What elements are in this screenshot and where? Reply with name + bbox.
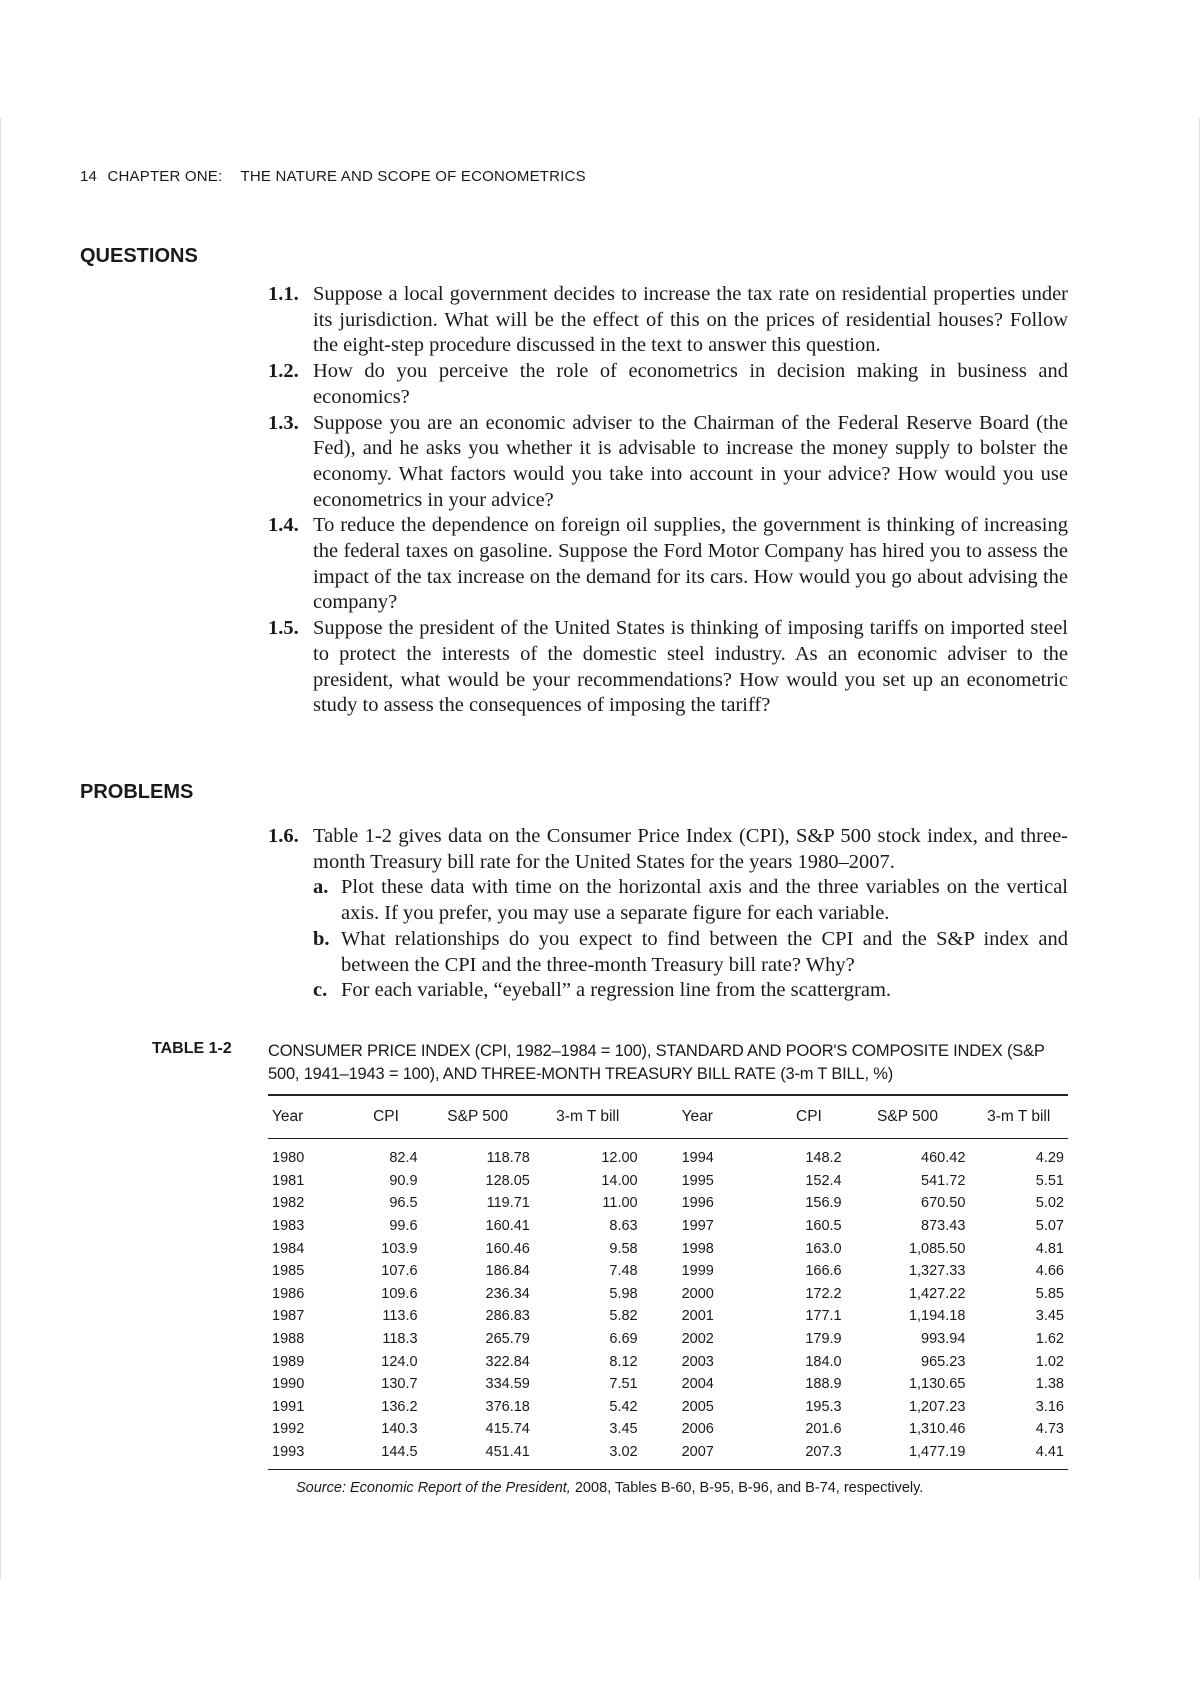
table-cell: 2000: [681, 1285, 714, 1302]
table-caption: CONSUMER PRICE INDEX (CPI, 1982–1984 = 100), STANDARD AND POOR'S COMPOSITE INDEX (S&P 500, 1941–1943 = 100), AND THREE-MONTH TREASURY BILL RATE (3-m T BILL, %): [268, 1042, 1045, 1083]
table-cell: 113.6: [382, 1308, 418, 1325]
table-cell: 2003: [681, 1353, 714, 1370]
table-cell: 1,085.50: [908, 1240, 966, 1257]
table-cell: 236.34: [485, 1285, 530, 1302]
table-cell: 4.29: [1035, 1150, 1064, 1167]
table-cell: 541.72: [921, 1172, 966, 1189]
table-cell: 1991: [272, 1398, 305, 1415]
table-cell: 82.4: [389, 1150, 418, 1167]
table-cell: 2002: [681, 1331, 714, 1348]
column-header: 3-m T bill: [987, 1108, 1051, 1125]
table-row: [268, 1396, 1068, 1419]
table-cell: 2005: [681, 1398, 714, 1415]
question-text: How do you perceive the role of econometrics in decision making in business and economics?: [313, 360, 1068, 408]
table-cell: 3.16: [1035, 1398, 1064, 1415]
table-cell: 1989: [272, 1353, 305, 1370]
problem-text: Table 1-2 gives data on the Consumer Price Index (CPI), S&P 500 stock index, and three-month Treasury bill rate for the United States for the years 1980–2007.: [313, 825, 1068, 873]
table-cell: 1,194.18: [908, 1308, 966, 1325]
problem-item: [268, 824, 1068, 1004]
table-cell: 460.42: [921, 1150, 966, 1167]
table-cell: 451.41: [485, 1444, 530, 1461]
table-cell: 4.81: [1035, 1240, 1064, 1257]
table-cell: 670.50: [921, 1195, 966, 1212]
table-cell: 1995: [681, 1172, 714, 1189]
table-cell: 140.3: [381, 1421, 418, 1438]
table-cell: 2004: [681, 1376, 714, 1393]
part-letter: a.: [313, 876, 329, 899]
column-header: S&P 500: [447, 1108, 509, 1125]
table-cell: 11.00: [602, 1195, 638, 1212]
table-row: [268, 1192, 1068, 1215]
table-cell: 118.78: [486, 1150, 530, 1167]
table-cell: 152.4: [805, 1172, 842, 1189]
table-row: [268, 1328, 1068, 1351]
table-cell: 965.23: [921, 1353, 966, 1370]
table-cell: 1983: [272, 1218, 305, 1235]
table-cell: 103.9: [381, 1240, 418, 1257]
question-number: 1.4.: [268, 514, 299, 537]
table-cell: 334.59: [485, 1376, 530, 1393]
table-label: TABLE 1-2: [152, 1040, 232, 1057]
column-header: CPI: [796, 1108, 822, 1125]
question-number: 1.3.: [268, 411, 299, 434]
part-text: For each variable, “eyeball” a regression line from the scattergram.: [341, 979, 892, 1002]
column-header: Year: [681, 1108, 713, 1125]
table-cell: 5.42: [609, 1398, 638, 1415]
table-cell: 5.02: [1035, 1195, 1064, 1212]
table-cell: 415.74: [485, 1421, 530, 1438]
table-cell: 1.62: [1035, 1331, 1064, 1348]
problem-part-c: [313, 978, 1068, 1004]
table-cell: 7.51: [609, 1376, 638, 1393]
table-cell: 5.07: [1035, 1218, 1064, 1235]
table-cell: 12.00: [601, 1150, 638, 1167]
table-cell: 8.12: [609, 1353, 638, 1370]
table-cell: 119.71: [486, 1195, 530, 1212]
question-text: Suppose a local government decides to increase the tax rate on residential properties under its jurisdiction. What will be the effect of this on the prices of residential houses? Follow the eight-step procedure discussed in the text to answer this question.: [313, 283, 1068, 357]
table-cell: 1998: [681, 1240, 714, 1257]
table-cell: 1.38: [1035, 1376, 1064, 1393]
table-cell: 14.00: [601, 1172, 638, 1189]
page-number: 14: [80, 168, 98, 185]
table-cell: 8.63: [609, 1218, 638, 1235]
question-item: [268, 359, 1068, 410]
table-row: [268, 1283, 1068, 1306]
table-row: [268, 1441, 1068, 1470]
part-text: Plot these data with time on the horizontal axis and the three variables on the vertical axis. If you prefer, you may use a separate figure for each variable.: [341, 876, 1068, 925]
question-number: 1.5.: [268, 617, 299, 640]
table-cell: 1982: [272, 1195, 305, 1212]
table-cell: 322.84: [485, 1353, 530, 1370]
questions-list: [268, 282, 1068, 719]
table-cell: 3.45: [609, 1421, 638, 1438]
problem-part-a: [313, 875, 1068, 926]
table-cell: 160.41: [485, 1218, 530, 1235]
data-table: [268, 1094, 1068, 1470]
source-lead: Source: Economic Report of the President,: [296, 1480, 571, 1496]
question-text: To reduce the dependence on foreign oil supplies, the government is thinking of increasing the federal taxes on gasoline. Suppose the Ford Motor Company has hired you to assess the impact of the tax increase on the demand for its cars. How would you go about advising the company?: [313, 514, 1068, 614]
table-cell: 1.02: [1035, 1353, 1064, 1370]
table-cell: 136.2: [381, 1398, 418, 1415]
table-row: [268, 1215, 1068, 1238]
column-header: Year: [272, 1108, 304, 1125]
table-cell: 1994: [681, 1150, 714, 1167]
table-cell: 1992: [272, 1421, 305, 1438]
table-cell: 201.6: [805, 1421, 842, 1438]
question-number: 1.1.: [268, 283, 299, 305]
table-cell: 177.1: [805, 1308, 842, 1325]
table-cell: 148.2: [805, 1150, 842, 1167]
table-cell: 1993: [272, 1444, 305, 1461]
table-cell: 90.9: [389, 1172, 418, 1189]
problem-number: 1.6.: [268, 825, 299, 847]
table-row: [268, 1237, 1068, 1260]
table-cell: 376.18: [485, 1398, 530, 1415]
table-cell: 873.43: [921, 1218, 966, 1235]
table-cell: 2001: [681, 1308, 714, 1325]
table-cell: 265.79: [485, 1331, 530, 1348]
question-text: Suppose you are an economic adviser to the Chairman of the Federal Reserve Board (the Fed), and he asks you whether it is advisable to increase the money supply to bolster the economy. What factors would you take into account in your advice? How would you use econometrics in your advice?: [313, 411, 1068, 511]
table-cell: 1,327.33: [908, 1263, 966, 1280]
table-cell: 7.48: [609, 1263, 638, 1280]
table-cell: 9.58: [609, 1240, 638, 1257]
table-cell: 1981: [272, 1172, 305, 1189]
table-cell: 3.02: [609, 1444, 638, 1461]
table-cell: 1988: [272, 1331, 305, 1348]
table-cell: 4.66: [1035, 1263, 1064, 1280]
table-cell: 166.6: [805, 1263, 842, 1280]
question-item: [268, 616, 1068, 719]
running-head: [80, 168, 586, 185]
table-cell: 1,477.19: [908, 1444, 966, 1461]
table-body: [268, 1139, 1068, 1470]
column-header: 3-m T bill: [556, 1108, 620, 1125]
question-item: [268, 411, 1068, 514]
question-item: [268, 282, 1068, 359]
question-number: 1.2.: [268, 360, 299, 383]
table-row: [268, 1305, 1068, 1328]
table-cell: 124.0: [381, 1353, 418, 1370]
table-cell: 1996: [681, 1195, 714, 1212]
table-cell: 4.73: [1035, 1421, 1064, 1438]
table-cell: 179.9: [805, 1331, 842, 1348]
table-cell: 156.9: [805, 1195, 842, 1212]
table-source-note: [296, 1480, 923, 1496]
problems-list: [268, 824, 1068, 1004]
table-cell: 1990: [272, 1376, 305, 1393]
table-header-row: [268, 1095, 1068, 1139]
table-cell: 1997: [681, 1218, 714, 1235]
table-cell: 109.6: [381, 1285, 418, 1302]
table-cell: 186.84: [485, 1263, 530, 1280]
table-cell: 128.05: [485, 1172, 530, 1189]
table-cell: 5.51: [1035, 1172, 1064, 1189]
table-cell: 188.9: [805, 1376, 842, 1393]
table-row: [268, 1418, 1068, 1441]
table-cell: 144.5: [381, 1444, 418, 1461]
table-cell: 1984: [272, 1240, 305, 1257]
table-cell: 96.5: [389, 1195, 418, 1212]
table-cell: 3.45: [1035, 1308, 1064, 1325]
table-row: [268, 1260, 1068, 1283]
table-cell: 195.3: [805, 1398, 842, 1415]
chapter-label: CHAPTER ONE:: [107, 168, 223, 185]
table-cell: 2006: [681, 1421, 714, 1438]
table-cell: 286.83: [485, 1308, 530, 1325]
table-cell: 163.0: [805, 1240, 842, 1257]
table-cell: 5.98: [609, 1285, 638, 1302]
table-row: [268, 1350, 1068, 1373]
table-cell: 5.82: [609, 1308, 638, 1325]
source-rest: 2008, Tables B-60, B-95, B-96, and B-74, respectively.: [570, 1480, 924, 1496]
questions-heading: QUESTIONS: [80, 245, 198, 267]
table-cell: 118.3: [382, 1331, 418, 1348]
table-cell: 1987: [272, 1308, 305, 1325]
problems-heading: PROBLEMS: [80, 781, 194, 803]
table-cell: 4.41: [1035, 1444, 1064, 1461]
table-cell: 1999: [681, 1263, 714, 1280]
part-letter: b.: [313, 927, 330, 950]
problem-part-b: [313, 927, 1068, 978]
column-header: S&P 500: [877, 1108, 938, 1125]
table-cell: 993.94: [921, 1331, 966, 1348]
table-row: [268, 1170, 1068, 1193]
table-cell: 5.85: [1035, 1285, 1064, 1302]
column-header: CPI: [373, 1108, 399, 1125]
table-row: [268, 1373, 1068, 1396]
table-cell: 207.3: [805, 1444, 842, 1461]
table-cell: 1,130.65: [908, 1376, 966, 1393]
table-cell: 1980: [272, 1150, 305, 1167]
table-cell: 2007: [681, 1444, 714, 1461]
table-cell: 107.6: [381, 1263, 418, 1280]
table-cell: 160.5: [805, 1218, 842, 1235]
table-cell: 160.46: [485, 1240, 530, 1257]
table-row: [268, 1139, 1068, 1170]
table-cell: 172.2: [805, 1285, 842, 1302]
table-cell: 99.6: [389, 1218, 418, 1235]
chapter-title: THE NATURE AND SCOPE OF ECONOMETRICS: [240, 168, 586, 185]
table-cell: 1,207.23: [908, 1398, 966, 1415]
part-text: What relationships do you expect to find between the CPI and the S&P index and between the CPI and the three-month Treasury bill rate? Why?: [341, 927, 1068, 976]
question-text: Suppose the president of the United States is thinking of imposing tariffs on imported steel to protect the interests of the domestic steel industry. As an economic adviser to the president, what would be your recommendations? How would you set up an econometric study to assess the consequences of imposing the tariff?: [313, 617, 1068, 717]
table-cell: 1985: [272, 1263, 305, 1280]
table-cell: 184.0: [805, 1353, 842, 1370]
table-cell: 6.69: [609, 1331, 638, 1348]
table-cell: 1986: [272, 1285, 305, 1302]
table-cell: 1,310.46: [908, 1421, 966, 1438]
part-letter: c.: [313, 979, 328, 1002]
table-cell: 1,427.22: [908, 1285, 966, 1302]
question-item: [268, 513, 1068, 616]
table-cell: 130.7: [381, 1376, 418, 1393]
